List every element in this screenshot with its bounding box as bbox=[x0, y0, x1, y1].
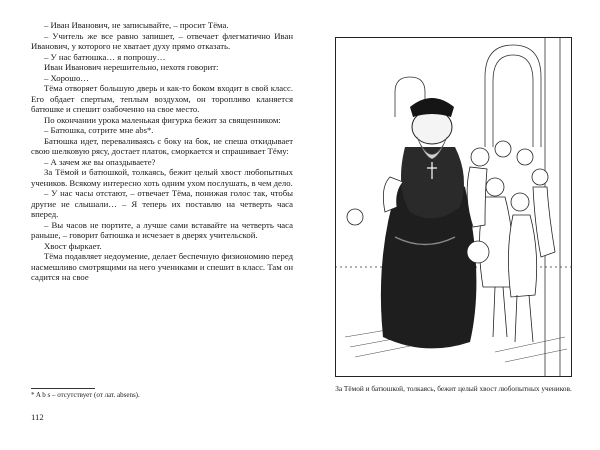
paragraph: – Вы часов не портите, а лучше сами вставайте на четверть часа раньше, – говорит батюшка и исчезает в дверях учительской. bbox=[31, 219, 293, 240]
paragraph: – Батюшка, сотрите мне abs*. bbox=[44, 125, 154, 135]
paragraph: За Тёмой и батюшкой, толкаясь, бежит целый хвост любопытных учеников. Всякому интересно хоть одним ухом послушать, в чем дело. bbox=[31, 167, 293, 188]
paragraph: – Иван Иванович, не записывайте, – просит Тёма. bbox=[44, 20, 229, 30]
body-text bbox=[31, 20, 293, 283]
paragraph: Тёма отворяет большую дверь и как-то боком входит в свой класс. Его обдает спертым, теплым воздухом, он торопливо кланяется батюшке и спешит озабоченно на свое место. bbox=[31, 83, 293, 114]
paragraph: – Хорошо… bbox=[44, 72, 89, 83]
right-page bbox=[300, 0, 600, 450]
footnote-divider bbox=[31, 388, 95, 389]
illustration-caption: За Тёмой и батюшкой, толкаясь, бежит целый хвост любопытных учеников. bbox=[335, 384, 572, 393]
paragraph: Тёма подавляет недоумение, делает беспечную физиономию перед насмешливо смотрящими на него учениками и спешит в класс. Там он садится на свое bbox=[31, 251, 293, 282]
illustration-priest-and-students bbox=[335, 37, 572, 377]
paragraph: – У нас часы отстают, – отвечает Тёма, понижая голос так, чтобы другие не слышали… – Я теперь их поставлю на четверть часа вперед. bbox=[31, 188, 293, 219]
page-number: 112 bbox=[31, 412, 44, 422]
paragraph: – Учитель же все равно запишет, – отвечает флегматично Иван Иванович, у которого не хватает духу прямо отказать. bbox=[31, 30, 293, 51]
paragraph: – А зачем же вы опаздываете? bbox=[44, 156, 156, 167]
paragraph: По окончании урока маленькая фигурка бежит за священником: bbox=[44, 114, 281, 125]
paragraph: – У нас батюшка… я попрошу… bbox=[44, 51, 166, 62]
paragraph: Иван Иванович нерешительно, нехотя говорит: bbox=[44, 62, 219, 72]
footnote: * A b s – отсутствует (от лат. absens). bbox=[31, 391, 140, 399]
paragraph: Батюшка идет, переваливаясь с боку на бок, не спеша откидывает свою шелковую рясу, достает платок, сморкается и спрашивает Тёму: bbox=[31, 135, 293, 156]
paragraph: Хвост фыркает. bbox=[44, 240, 102, 251]
